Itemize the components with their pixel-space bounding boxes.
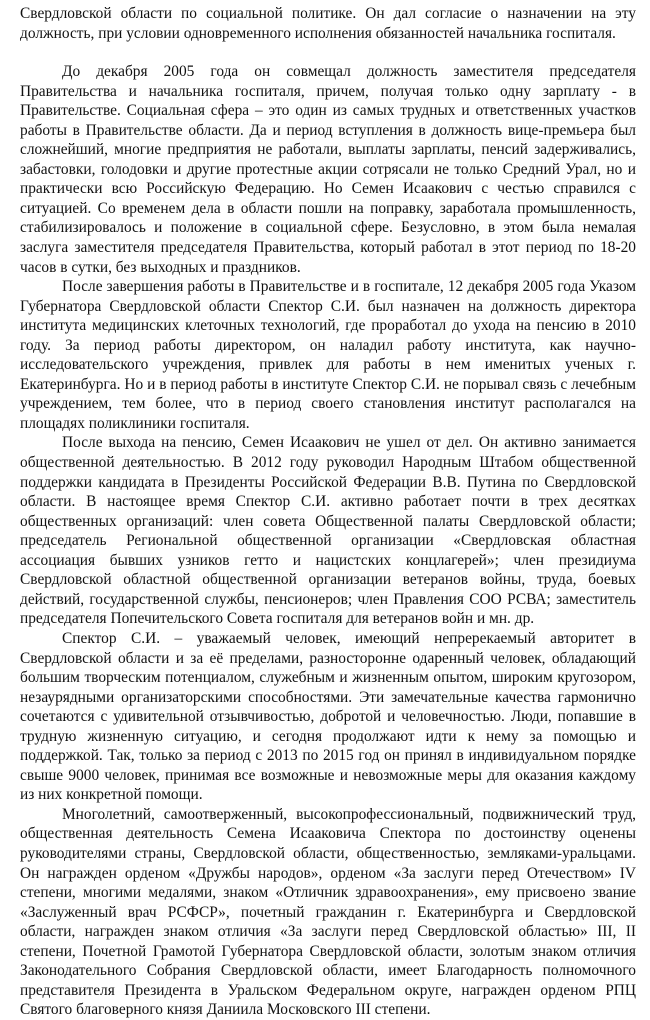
document-page [20, 4, 636, 1020]
paragraph-deputy-chairman: До декабря 2005 года он совмещал должность заместителя председателя Правительства и начальника госпиталя, причем, получая только одну зарплату - в Правительстве. Социальная сфера – это один из самых трудных и ответственных участков работы в Правительстве области. Да и период вступления в должность вице-премьера был сложнейший, многие предприятия не работали, выплаты зарплаты, пенсий задерживались, забастовки, голодовки и другие протестные акции сотрясали не только Средний Урал, но и практически всю Российскую Федерацию. Но Семен Исаакович с честью справился с ситуацией. Со временем дела в области пошли на поправку, заработала промышленность, стабилизировалось и положение в социальной сфере. Безусловно, в этом была немалая заслуга заместителя председателя Правительства, который работал в этот период по 18-20 часов в сутки, без выходных и праздников. [20, 63, 636, 276]
paragraph-institute-director: После завершения работы в Правительстве и в госпитале, 12 декабря 2005 года Указом Губернатора Свердловской области Спектор С.И. был назначен на должность директора института медицинских клеточных технологий, где проработал до ухода на пенсию в 2010 году. За период работы директором, он наладил работу института, как научно-исследовательского учреждения, привлек для работы в нем именитых ученых г. Екатеринбурга. Но и в период работы в институте Спектор С.И. не порывал связь с лечебным учреждением, тем более, что в период своего становления институт располагался на площадях поликлиники госпиталя. [20, 278, 636, 432]
paragraph-awards: Многолетний, самоотверженный, высокопрофессиональный, подвижнический труд, общественная деятельность Семена Исааковича Спектора по достоинству оценены руководителями страны, Свердловской области, общественностью, земляками-уральцами. Он награжден орденом «Дружбы народов», орденом «За заслуги перед Отечеством» IV степени, многими медалями, знаком «Отличник здравоохранения», ему присвоено звание «Заслуженный врач РСФСР», почетный гражданин г. Екатеринбурга и Свердловской области, награжден знаком отличия «За заслуги перед Свердловской областью» III, II степени, Почетной Грамотой Губернатора Свердловской области, золотым знаком отличия Законодательного Собрания Свердловской области, имеет Благодарность полномочного представителя Президента в Уральском Федеральном округе, награжден орденом РПЦ Святого благоверного князя Даниила Московского III степени. [20, 805, 636, 1019]
paragraph-continuation: Свердловской области по социальной политике. Он дал согласие о назначении на эту должность, при условии одновременного исполнения обязанностей начальника госпиталя. [20, 5, 636, 42]
paragraph-public-activity: После выхода на пенсию, Семен Исаакович не ушел от дел. Он активно занимается общественной деятельностью. В 2012 году руководил Народным Штабом общественной поддержки кандидата в Президенты Российской Федерации В.В. Путина по Свердловской области. В настоящее время Спектор С.И. активно работает почти в трех десятках общественных организаций: член совета Общественной палаты Свердловской области; председатель Региональной общественной организации «Свердловская областная ассоциация бывших узников гетто и нацистских концлагерей»; член президиума Свердловской областной общественной организации ветеранов войны, труда, боевых действий, государственной службы, пенсионеров; член Правления СОО РСВА; заместитель председателя Попечительского Совета госпиталя для ветеранов войн и мн. др. [20, 434, 636, 628]
paragraph-personal-qualities: Спектор С.И. – уважаемый человек, имеющий непререкаемый авторитет в Свердловской области и за её пределами, разносторонне одаренный человек, обладающий большим творческим потенциалом, служебным и жизненным опытом, широким кругозором, незаурядными организаторскими способностями. Эти замечательные качества гармонично сочетаются с удивительной отзывчивостью, добротой и человечностью. Люди, попавшие в трудную жизненную ситуацию, и сегодня продолжают идти к нему за помощью и поддержкой. Так, только за период с 2013 по 2015 год он принял в индивидуальном порядке свыше 9000 человек, принимая все возможные и невозможные меры для оказания каждому из них конкретной помощи. [20, 629, 636, 804]
